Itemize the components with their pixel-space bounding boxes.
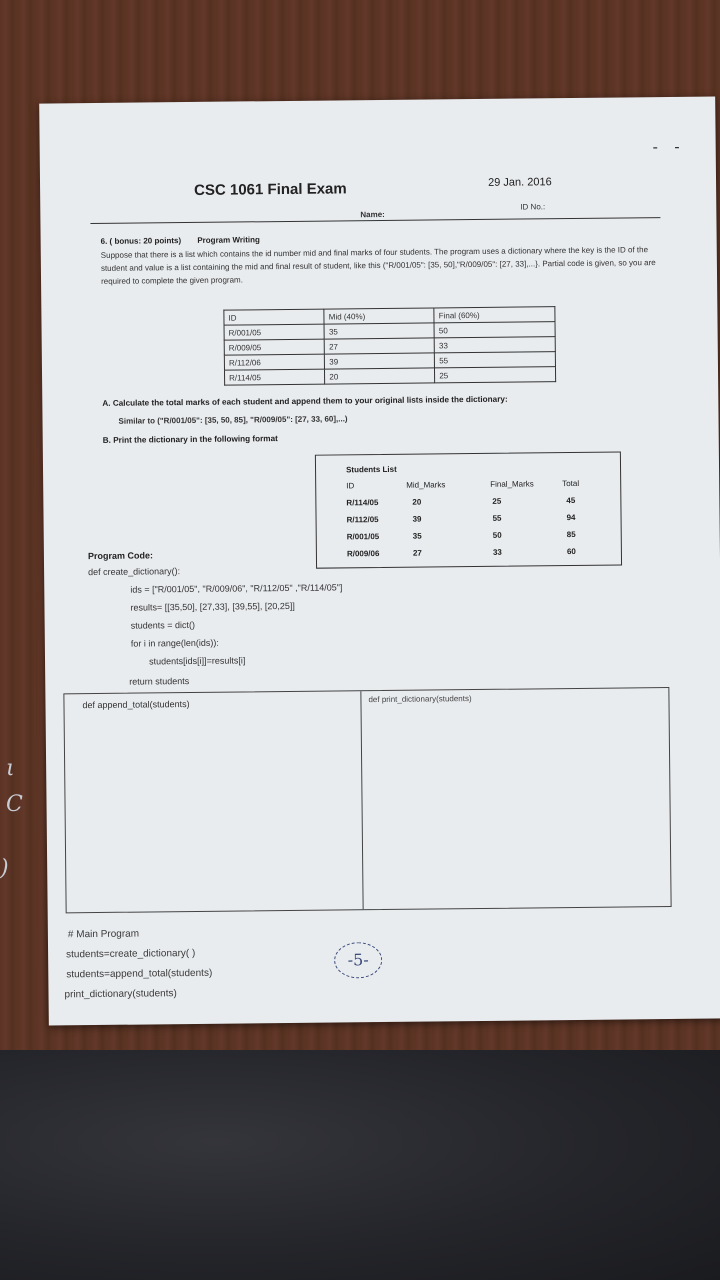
table-cell: R/112/06 xyxy=(224,354,324,370)
output-header-cell: Total xyxy=(562,478,580,489)
table-cell: 50 xyxy=(434,322,555,338)
program-code-heading: Program Code: xyxy=(87,550,153,562)
output-cell: R/112/05 xyxy=(346,515,379,525)
output-cell: 39 xyxy=(412,514,422,524)
output-cell: R/114/05 xyxy=(346,498,379,508)
output-header-cell: ID xyxy=(346,481,355,491)
table-cell: 27 xyxy=(324,338,434,354)
output-header-cell: Final_Marks xyxy=(490,479,534,489)
main-program-line: print_dictionary(students) xyxy=(64,988,177,1001)
part-a-example: Similar to ("R/001/05": [35, 50, 85], "R/009/05": [27, 33, 60],...) xyxy=(118,414,348,426)
corner-mark: - - xyxy=(652,138,686,157)
output-cell: R/009/06 xyxy=(346,549,380,559)
code-line: def create_dictionary(): xyxy=(88,566,181,578)
name-label: Name: xyxy=(360,209,385,220)
course-title: CSC 1061 Final Exam xyxy=(194,180,347,199)
output-cell: 50 xyxy=(492,530,502,540)
table-cell: 25 xyxy=(435,367,556,383)
output-cell: R/001/05 xyxy=(346,532,380,542)
output-cell: 55 xyxy=(492,513,502,523)
answer-area xyxy=(63,687,671,913)
table-cell: 35 xyxy=(324,323,434,339)
output-header-cell: Mid_Marks xyxy=(406,480,446,490)
margin-scribble: C xyxy=(6,792,23,817)
code-line: results= [[35,50], [27,33], [39,55], [20,25]] xyxy=(130,600,295,613)
output-cell: 27 xyxy=(412,548,422,558)
output-row xyxy=(317,529,621,542)
output-cell: 94 xyxy=(566,512,576,523)
table-header-cell: Mid (40%) xyxy=(324,308,434,324)
output-format-box xyxy=(315,451,622,568)
id-label: ID No.: xyxy=(520,202,546,212)
code-line: ids = ["R/001/05", "R/009/06", "R/112/05" ,"R/114/05"] xyxy=(130,582,343,595)
table-cell: 55 xyxy=(435,352,556,368)
output-cell: 85 xyxy=(566,529,576,540)
table-cell: 39 xyxy=(325,353,435,369)
append-total-label: def append_total(students) xyxy=(82,699,190,711)
output-title: Students List xyxy=(345,464,397,475)
output-row xyxy=(317,546,621,559)
table-cell: 33 xyxy=(434,337,555,353)
output-row xyxy=(317,512,621,525)
output-cell: 25 xyxy=(492,496,502,506)
table-cell: R/009/05 xyxy=(224,339,324,355)
table-cell: R/114/05 xyxy=(224,369,324,385)
answer-divider xyxy=(360,691,363,909)
main-program-line: students=append_total(students) xyxy=(66,967,213,981)
print-dictionary-label: def print_dictionary(students) xyxy=(368,694,472,705)
exam-paper xyxy=(39,96,720,1025)
main-program-line: students=create_dictionary( ) xyxy=(66,947,196,961)
table-row xyxy=(224,367,555,385)
grade-mark: -5- xyxy=(334,942,382,979)
question-topic: Program Writing xyxy=(197,235,260,245)
output-cell: 60 xyxy=(566,546,576,557)
main-program-line: # Main Program xyxy=(67,928,140,941)
part-b-text: B. Print the dictionary in the following format xyxy=(102,434,278,445)
exam-date: 29 Jan. 2016 xyxy=(487,176,552,189)
part-a-text: A. Calculate the total marks of each student and append them to your original lists inside the dictionary: xyxy=(102,394,508,408)
output-cell: 45 xyxy=(566,495,576,506)
table-header-cell: Final (60%) xyxy=(434,307,555,323)
question-number: 6. ( bonus: 20 points) xyxy=(100,236,182,246)
question-heading xyxy=(101,235,274,246)
table-header-cell: ID xyxy=(224,309,324,325)
dark-fabric xyxy=(0,1050,720,1280)
output-header-row xyxy=(316,478,620,491)
code-line: return students xyxy=(129,676,190,687)
question-body: Suppose that there is a list which contains the id number mid and final marks of four students. The program uses a dictionary where the key is the ID of the student and value is a list containing the mid and final result of student, like this ("R/001/05": [35, 50],"R/009/05": [27, 33],...}. Partial code is given, so you are required to complete the given program. xyxy=(100,245,656,286)
output-cell: 20 xyxy=(412,497,422,507)
output-cell: 33 xyxy=(492,547,502,557)
code-line: for i in range(len(ids)): xyxy=(130,637,219,649)
table-cell: 20 xyxy=(325,368,435,384)
code-line: students = dict() xyxy=(130,619,195,631)
output-row xyxy=(316,495,620,508)
code-line: students[ids[i]]=results[i] xyxy=(148,655,246,667)
margin-scribble: ι xyxy=(6,756,15,781)
margin-scribble: ) xyxy=(0,856,9,881)
output-cell: 35 xyxy=(412,531,422,541)
table-cell: R/001/05 xyxy=(224,324,324,340)
marks-table xyxy=(223,306,556,385)
